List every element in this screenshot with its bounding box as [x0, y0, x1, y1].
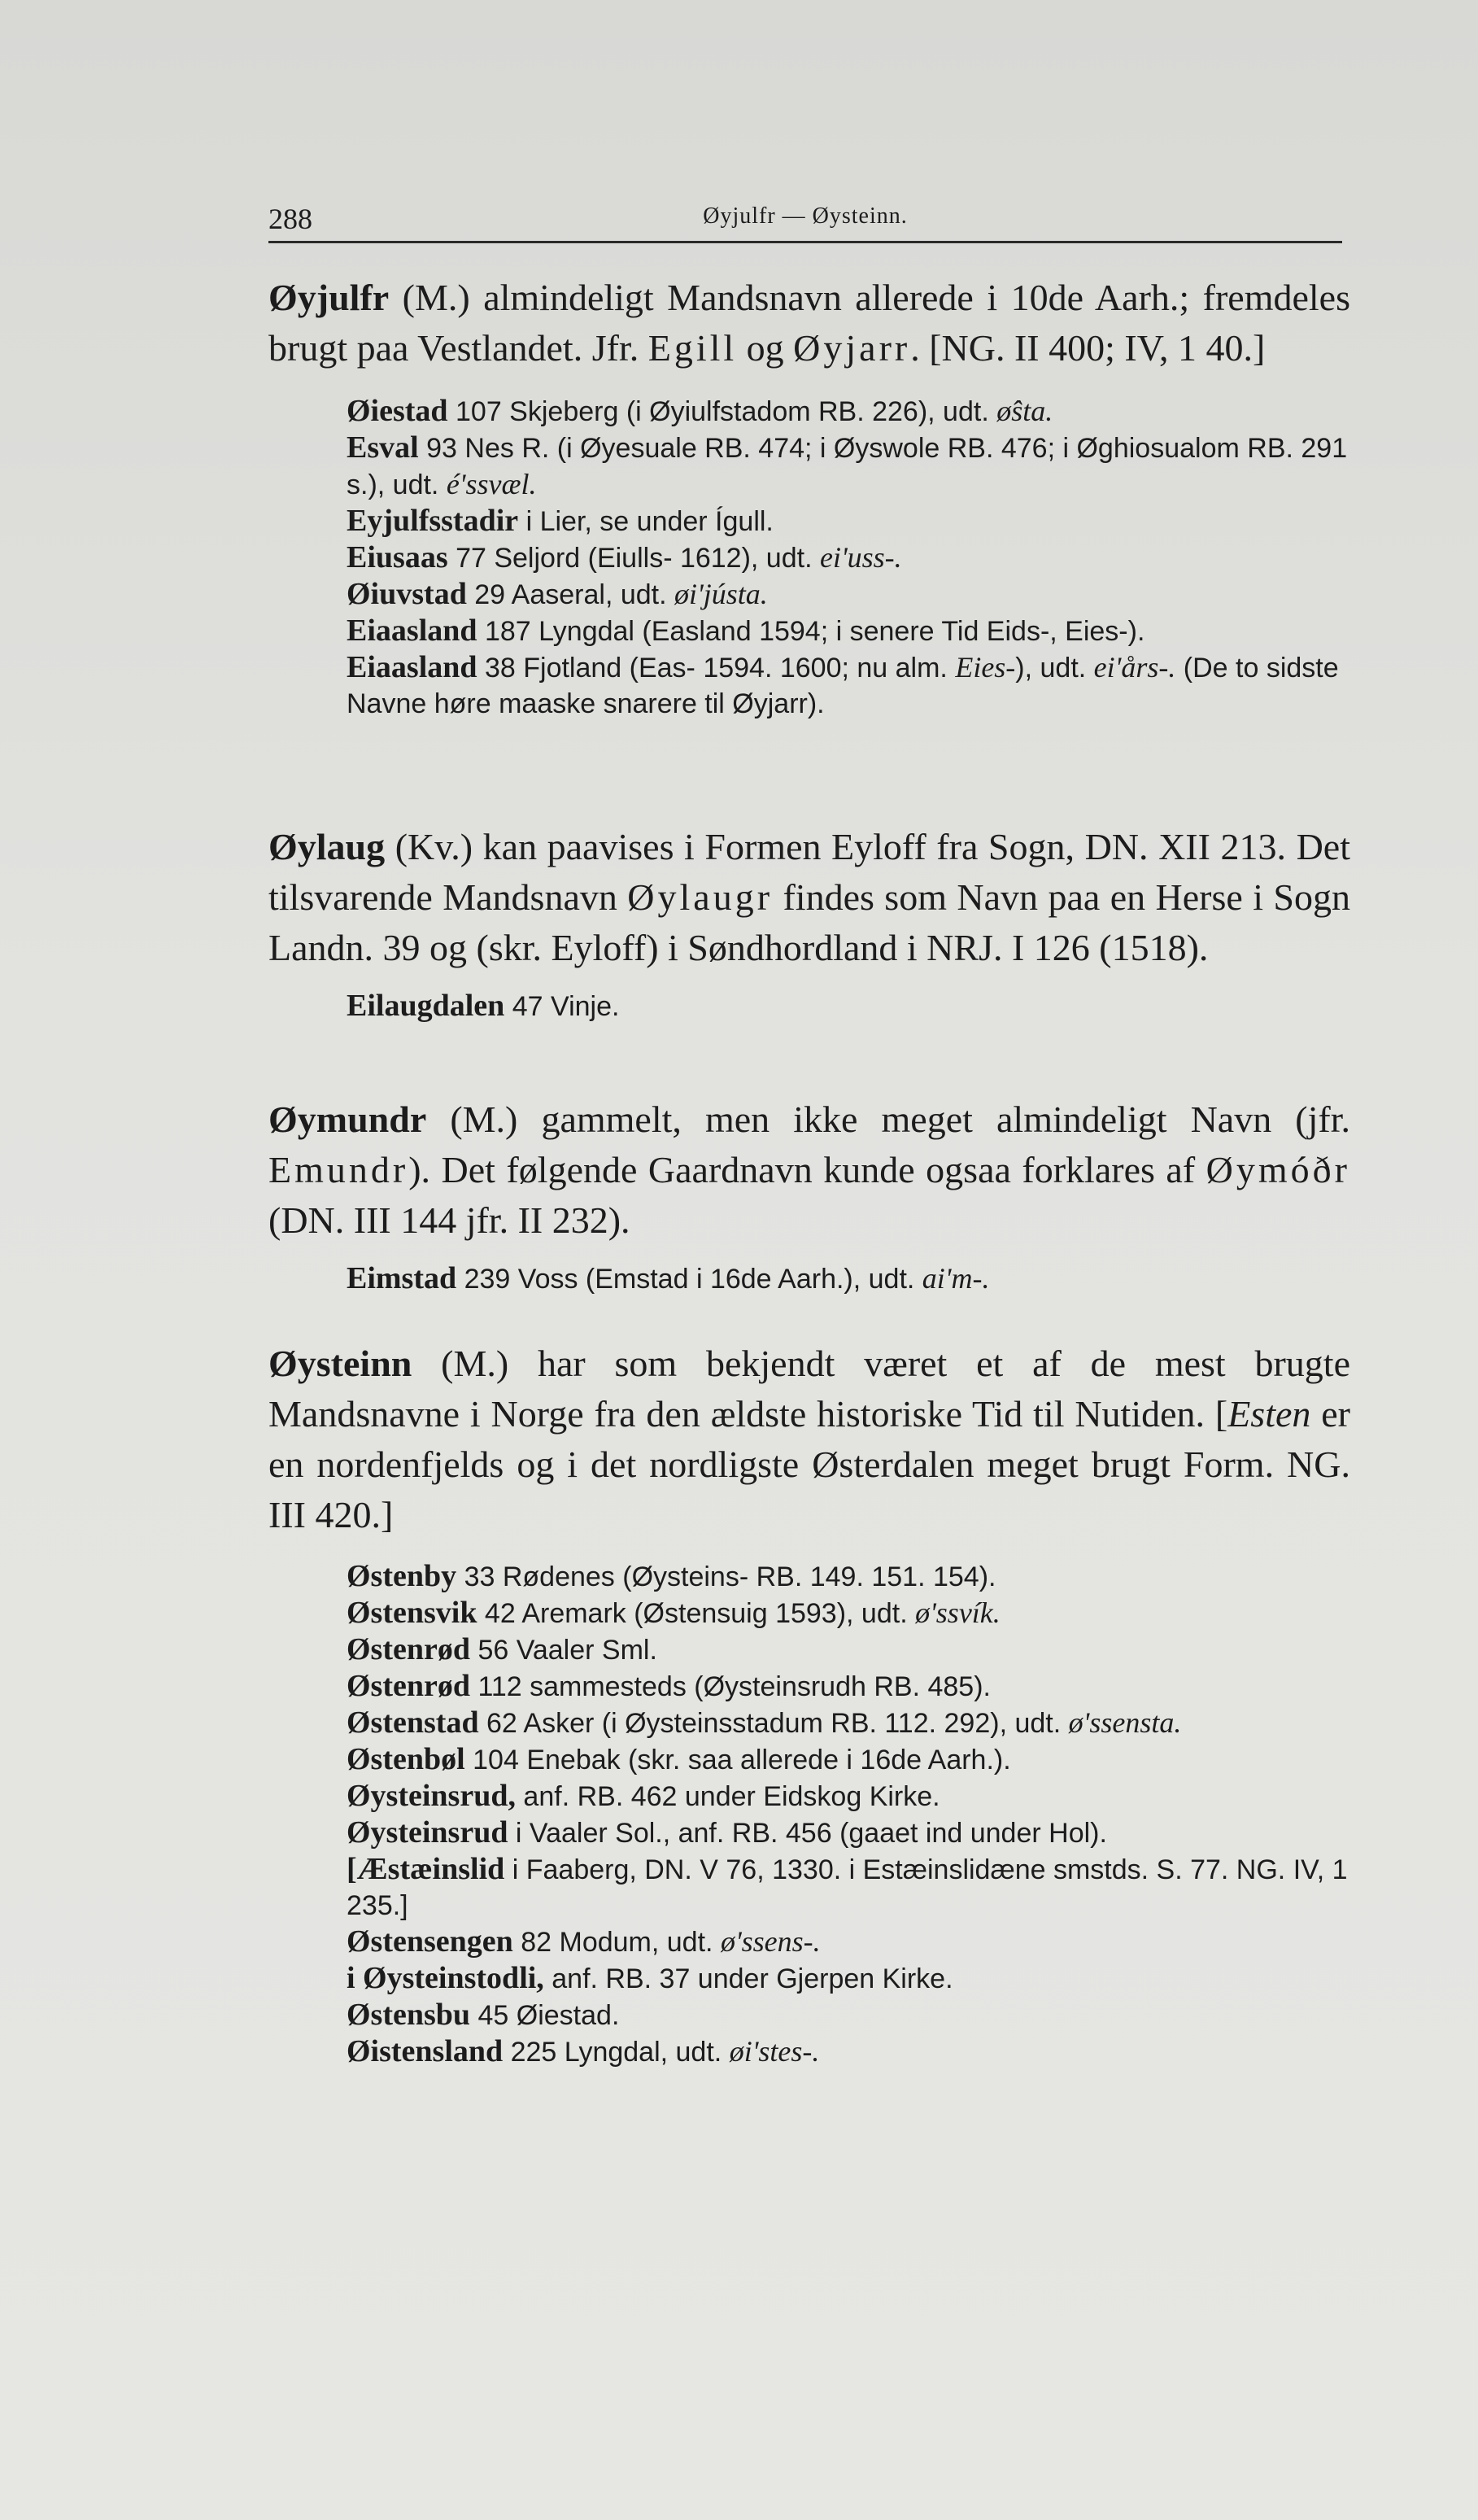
page-number: 288 [268, 203, 312, 235]
list-item [347, 1924, 1350, 1960]
headword: Øymundr [268, 1098, 427, 1140]
paragraph-text: (M.) har som bekjendt været et af de mest brugte Mandsnavne i Norge fra den ældste historiske Tid til Nutiden. [ [268, 1343, 1350, 1435]
entry-text: 93 Nes R. (i Øyesuale RB. 474; i Øyswole RB. 476; i Øghiosualom RB. 291 s.), udt. [347, 433, 1348, 500]
farm-name: Eiaasland [347, 614, 477, 648]
entry-list [268, 393, 1350, 722]
list-item [347, 503, 1350, 539]
paragraph-text: (DN. III 144 jfr. II 232). [268, 1199, 630, 1241]
entry-text: 112 sammesteds (Øysteinsrudh RB. 485). [470, 1671, 991, 1702]
farm-name: Øiestad [347, 394, 448, 428]
pronunciation: ø'ssensta. [1068, 1706, 1182, 1739]
pronunciation: Eies- [955, 651, 1016, 684]
section-paragraph [268, 1094, 1350, 1246]
farm-name: Østensvik [347, 1596, 477, 1630]
paragraph-text: og [737, 327, 794, 369]
list-item [347, 1558, 1350, 1595]
list-item [347, 2033, 1350, 2070]
spaced-name: Øylaugr [627, 876, 774, 918]
entry-text: 42 Aremark (Østensuig 1593), udt. [477, 1598, 916, 1629]
pronunciation: øi'jústa. [674, 578, 768, 610]
entry-text: 225 Lyngdal, udt. [503, 2037, 730, 2068]
list-item [347, 1851, 1350, 1924]
entry-text: 62 Asker (i Øysteinsstadum RB. 112. 292), udt. [478, 1708, 1069, 1739]
farm-name: Eiusaas [347, 540, 448, 574]
entry-text: 47 Vinje. [504, 991, 620, 1022]
farm-name: Øistensland [347, 2034, 504, 2068]
entry-text: i Faaberg, DN. V 76, 1330. i Estæinslidæne smstds. S. 77. NG. IV, 1 235.] [347, 1854, 1348, 1921]
section-paragraph [268, 273, 1350, 373]
entry-text: 82 Modum, udt. [512, 1927, 721, 1958]
list-item [347, 613, 1350, 649]
farm-name: Østensbu [347, 1998, 471, 2032]
farm-name: Øysteinsrud [347, 1815, 508, 1850]
paragraph-text: (Kv.) kan paavises i Formen Eyloff fra Sogn, DN. XII 213. Det tilsvarende Mandsnavn [268, 826, 1350, 918]
pronunciation: ei'års-. [1093, 651, 1176, 684]
farm-name: Øiuvstad [347, 577, 467, 611]
list-item [347, 1260, 1350, 1297]
entry-text: 38 Fjotland (Eas- 1594. 1600; nu alm. [477, 653, 956, 684]
paragraph-text: (M.) gammelt, men ikke meget almindeligt Navn (jfr. [426, 1098, 1350, 1140]
paragraph-text: ). Det følgende Gaardnavn kunde ogsaa forklares af [408, 1149, 1206, 1190]
pronunciation: ø̂sta. [996, 395, 1053, 427]
paragraph-text: er en nordenfjelds og i det nordligste Østerdalen meget brugt Form. NG. III 420.] [268, 1393, 1350, 1535]
entry-text: 239 Voss (Emstad i 16de Aarh.), udt. [456, 1264, 922, 1295]
spaced-name: Øyjarr [793, 327, 911, 369]
pronunciation: ø'ssens-. [720, 1925, 821, 1958]
entry-text: 104 Enebak (skr. saa allerede i 16de Aarh.). [464, 1745, 1011, 1775]
entry-text: 107 Skjeberg (i Øyiulfstadom RB. 226), udt. [447, 396, 997, 427]
running-head: Øyjulfr — Øysteinn. [703, 203, 908, 229]
farm-name: i Øysteinstodli, [347, 1961, 544, 1995]
entry-text: 77 Seljord (Eiulls- 1612), udt. [447, 543, 820, 574]
farm-name: Østenby [347, 1559, 457, 1593]
entry-text: i Vaaler Sol., anf. RB. 456 (gaaet ind under Hol). [508, 1818, 1107, 1849]
list-item [347, 1741, 1350, 1778]
list-item [347, 430, 1350, 503]
paragraph-text: (M.) almindeligt Mandsnavn allerede i 10de Aarh.; fremdeles brugt paa Vestlandet. Jfr. [268, 277, 1350, 369]
entry-text: anf. RB. 37 under Gjerpen Kirke. [543, 1963, 953, 1994]
entry-text: 56 Vaaler Sml. [470, 1635, 657, 1666]
list-item [347, 539, 1350, 576]
pronunciation: ai'm-. [922, 1262, 990, 1295]
spaced-name: Egill [647, 327, 738, 369]
spaced-name: Emundr [268, 1149, 409, 1190]
pronunciation: ei'uss-. [819, 541, 902, 574]
list-item [347, 649, 1350, 722]
entry-list [268, 988, 1350, 1024]
pronunciation: øi'stes-. [729, 2035, 820, 2068]
list-item [347, 576, 1350, 613]
headword: Øyjulfr [268, 277, 390, 318]
entry-list [268, 1558, 1350, 2070]
farm-name: Østensengen [347, 1924, 513, 1959]
farm-name: Østenbøl [347, 1742, 465, 1776]
list-item [347, 393, 1350, 430]
section-oylaug [268, 822, 1350, 1024]
headword: Øylaug [268, 826, 386, 867]
farm-name: [Æstæinslid [347, 1852, 505, 1886]
list-item [347, 988, 1350, 1024]
headword: Øysteinn [268, 1343, 412, 1384]
entry-text: 45 Øiestad. [470, 2000, 620, 2031]
list-item [347, 1705, 1350, 1741]
italic-form: Esten [1227, 1393, 1311, 1435]
farm-name: Eimstad [347, 1261, 457, 1295]
pronunciation: ø'ssvík. [915, 1596, 1001, 1629]
list-item [347, 1668, 1350, 1705]
entry-text: anf. RB. 462 under Eidskog Kirke. [515, 1781, 940, 1812]
farm-name: Eilaugdalen [347, 989, 505, 1023]
farm-name: Eyjulfsstadir [347, 504, 519, 538]
entry-text: 29 Aaseral, udt. [466, 579, 674, 610]
list-item [347, 1997, 1350, 2033]
list-item [347, 1595, 1350, 1631]
list-item [347, 1631, 1350, 1668]
paragraph-text: findes som Navn paa en Herse i Sogn Landn. 39 og (skr. Eyloff) i Søndhordland i NRJ. I 126 (1518). [268, 876, 1351, 968]
section-oymundr [268, 1094, 1350, 1297]
entry-text: 33 Rødenes (Øysteins- RB. 149. 151. 154). [456, 1561, 996, 1592]
farm-name: Østenrød [347, 1669, 470, 1703]
entry-list [268, 1260, 1350, 1297]
section-paragraph [268, 822, 1350, 973]
entry-text: (De to sidste Navne høre maaske snarere til Øyjarr). [347, 653, 1339, 719]
farm-name: Eiaasland [347, 650, 477, 684]
farm-name: Østenrød [347, 1632, 470, 1666]
pronunciation: é'ssvæl. [446, 468, 537, 500]
page-header [268, 202, 1342, 243]
list-item [347, 1778, 1350, 1815]
spaced-name: Øymóðr [1206, 1149, 1350, 1190]
section-oyjulfr [268, 273, 1350, 722]
list-item [347, 1815, 1350, 1851]
entry-text: i Lier, se under Ígull. [518, 506, 774, 537]
section-oysteinn [268, 1339, 1350, 2070]
farm-name: Øysteinsrud, [347, 1779, 516, 1813]
farm-name: Østenstad [347, 1705, 479, 1740]
list-item [347, 1960, 1350, 1997]
entry-text: 187 Lyngdal (Easland 1594; i senere Tid Eids-, Eies-). [477, 616, 1145, 647]
section-paragraph [268, 1339, 1350, 1540]
entry-text: ), udt. [1015, 653, 1094, 684]
farm-name: Esval [347, 430, 419, 465]
paragraph-text: . [NG. II 400; IV, 1 40.] [910, 327, 1266, 369]
